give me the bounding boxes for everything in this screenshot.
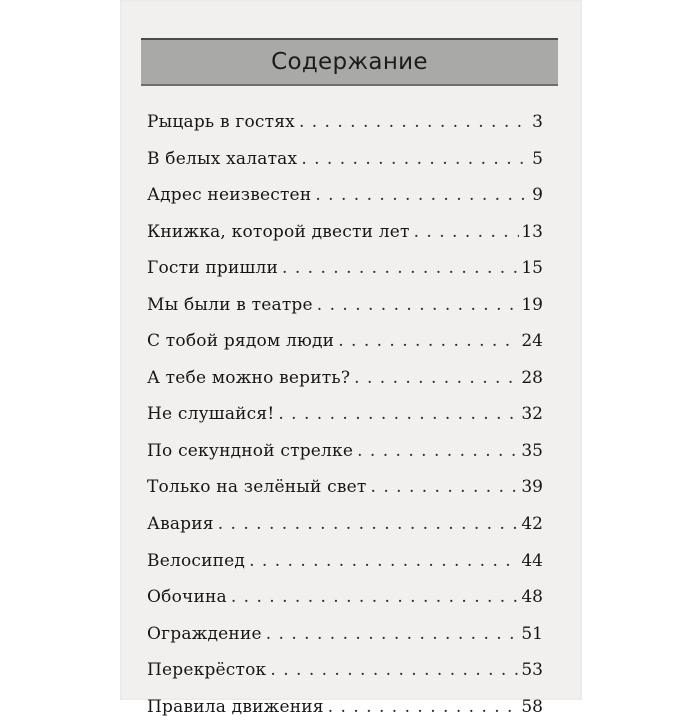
dot-leader xyxy=(270,652,519,689)
toc-entry-page-number: 51 xyxy=(521,623,543,644)
contents-heading: Содержание xyxy=(271,49,428,75)
dot-leader xyxy=(328,689,520,725)
dot-leader xyxy=(315,177,530,214)
dot-leader xyxy=(338,323,519,360)
toc-entry-title: Обочина xyxy=(147,587,227,608)
toc-entry-page-number: 28 xyxy=(521,367,543,388)
contents-header-bar xyxy=(141,38,558,86)
toc-entry xyxy=(147,323,543,360)
toc-entry-title: Мы были в театре xyxy=(147,294,313,315)
toc-entry-page-number: 53 xyxy=(521,660,543,681)
dot-leader xyxy=(278,396,519,433)
toc-entry-title: Гости пришли xyxy=(147,258,279,279)
toc-entry-title: Не слушайся! xyxy=(147,404,275,425)
dot-leader xyxy=(231,579,520,616)
toc-entry-title: Только на зелёный свет xyxy=(147,477,367,498)
dot-leader xyxy=(414,214,520,251)
toc-entry xyxy=(147,214,543,251)
toc-entry-page-number: 5 xyxy=(532,148,543,169)
dot-leader xyxy=(218,506,520,543)
toc-entry xyxy=(147,396,543,433)
toc-entry xyxy=(147,506,543,543)
dot-leader xyxy=(282,250,519,287)
dot-leader xyxy=(249,543,519,580)
toc-entry xyxy=(147,360,543,397)
toc-entry xyxy=(147,433,543,470)
toc-entry-page-number: 13 xyxy=(521,221,543,242)
toc-entry xyxy=(147,104,543,141)
toc-entry-page-number: 48 xyxy=(521,587,543,608)
toc-entry-title: Перекрёсток xyxy=(147,660,267,681)
toc-entry-title: По секундной стрелке xyxy=(147,440,354,461)
dot-leader xyxy=(299,104,530,141)
toc-entry-title: Адрес неизвестен xyxy=(147,185,312,206)
toc-entry xyxy=(147,141,543,178)
toc-entry-title: Рыцарь в гостях xyxy=(147,112,295,132)
toc-entry-page-number: 19 xyxy=(521,294,543,315)
dot-leader xyxy=(301,141,530,178)
toc-entry-page-number: 15 xyxy=(521,258,543,279)
toc-entry-page-number: 58 xyxy=(521,696,543,717)
toc-entry-title: В белых халатах xyxy=(147,148,298,169)
toc-entry xyxy=(147,177,543,214)
dot-leader xyxy=(357,433,519,470)
table-of-contents xyxy=(147,104,543,725)
toc-entry-title: Велосипед xyxy=(147,550,246,571)
dot-leader xyxy=(317,287,520,324)
toc-entry-page-number: 32 xyxy=(521,404,543,425)
toc-entry xyxy=(147,689,543,725)
toc-entry xyxy=(147,287,543,324)
toc-entry xyxy=(147,250,543,287)
toc-entry xyxy=(147,543,543,580)
toc-entry-page-number: 9 xyxy=(532,185,543,206)
toc-entry-title: Правила движения xyxy=(147,696,324,717)
toc-entry-title: Авария xyxy=(147,514,214,535)
toc-entry-title: Книжка, которой двести лет xyxy=(147,221,410,242)
toc-entry-page-number: 44 xyxy=(521,550,543,571)
toc-entry-page-number: 24 xyxy=(521,331,543,352)
toc-entry-title: С тобой рядом люди xyxy=(147,331,335,352)
toc-entry-title: А тебе можно верить? xyxy=(147,367,351,388)
toc-entry-page-number: 3 xyxy=(532,112,543,132)
toc-entry xyxy=(147,652,543,689)
toc-entry-page-number: 35 xyxy=(521,440,543,461)
dot-leader xyxy=(354,360,519,397)
toc-entry-page-number: 39 xyxy=(521,477,543,498)
dot-leader xyxy=(371,469,520,506)
toc-entry xyxy=(147,469,543,506)
dot-leader xyxy=(266,616,520,653)
toc-entry-page-number: 42 xyxy=(521,514,543,535)
toc-entry-title: Ограждение xyxy=(147,623,262,644)
toc-entry xyxy=(147,579,543,616)
toc-entry xyxy=(147,616,543,653)
